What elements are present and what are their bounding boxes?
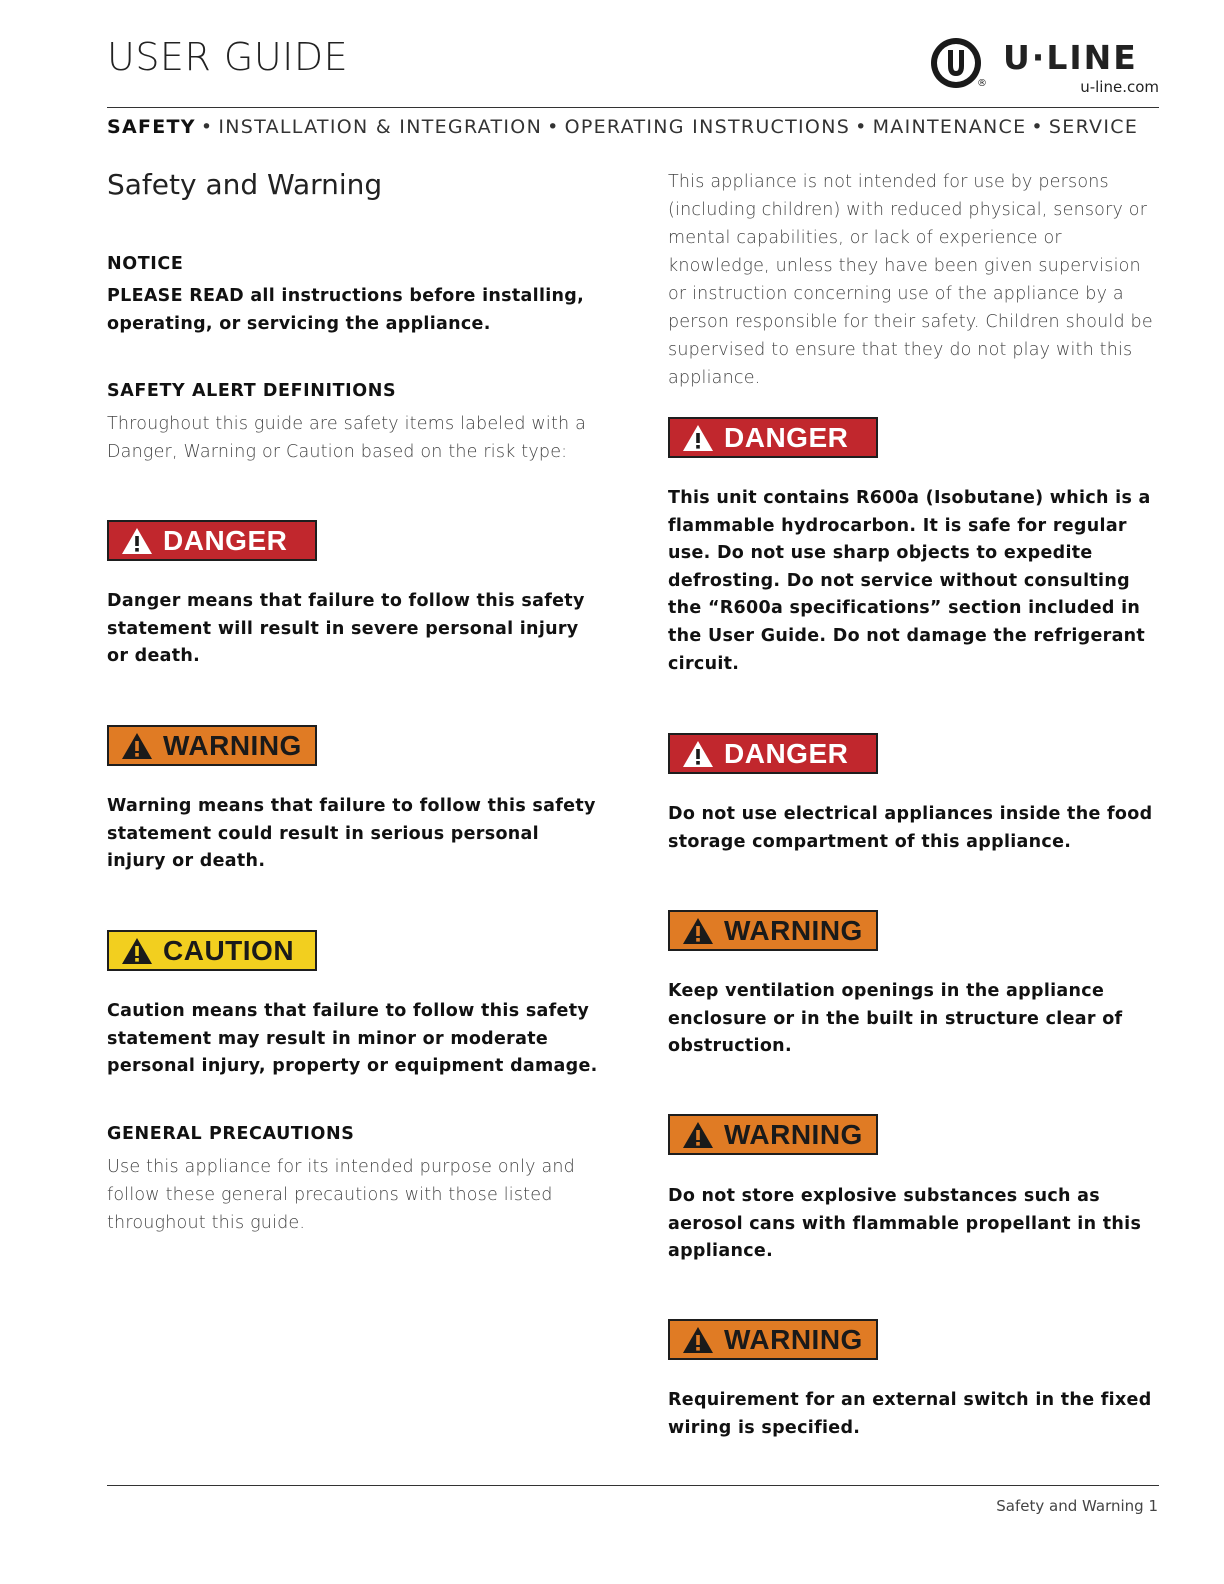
caution-definition: Caution means that failure to follow this safety statement may result in minor or moderate personal injury, property or equipment damage. — [107, 1001, 598, 1077]
warning-definition: Warning means that failure to follow this safety statement could result in serious personal injury or death. — [107, 796, 596, 872]
intro-paragraph: This appliance is not intended for use by persons (including children) with reduced physical, sensory or mental capabilities, or lack of experience or knowledge, unless they have been given supervision or instruction concerning use of the appliance by a person responsible for their safety. Children should be supervised to ensure that they do not play with this appliance. — [668, 172, 1153, 388]
danger-definition: Danger means that failure to follow this safety statement will result in severe personal injury or death. — [107, 591, 585, 667]
warning-label-text: WARNING — [163, 729, 302, 761]
safety-statement: Requirement for an external switch in the fixed wiring is specified. — [668, 1390, 1152, 1438]
warning-label-text: WARNING — [724, 1323, 863, 1355]
safety-statement: This unit contains R600a (Isobutane) which is a flammable hydrocarbon. It is safe for regular use. Do not use sharp objects to expedite defrosting. Do not service without consulting the “R600a specifications” section included in the User Guide. Do not damage the refrigerant circuit. — [668, 488, 1151, 674]
warning-triangle-icon — [121, 732, 153, 760]
notice-text: PLEASE READ all instructions before installing, operating, or servicing the appliance. — [107, 286, 585, 334]
nav-item-safety[interactable]: SAFETY — [107, 116, 196, 138]
danger-label-text: DANGER — [724, 421, 849, 453]
page-footer: Safety and Warning 1 — [996, 1497, 1158, 1515]
u-line-logo-icon — [929, 36, 983, 90]
general-precautions-heading: GENERAL PRECAUTIONS — [107, 1124, 355, 1144]
warning-triangle-icon — [121, 937, 153, 965]
safety-statement: Do not use electrical appliances inside the food storage compartment of this appliance. — [668, 804, 1153, 852]
warning-label — [668, 1319, 878, 1360]
danger-label — [668, 417, 878, 458]
caution-label — [107, 930, 317, 971]
nav-item-operating[interactable]: OPERATING INSTRUCTIONS — [564, 116, 851, 138]
nav-separator: • — [1031, 116, 1044, 138]
warning-triangle-icon — [682, 1121, 714, 1149]
safety-alert-text: Throughout this guide are safety items labeled with a Danger, Warning or Caution based on the risk type: — [107, 414, 586, 462]
nav-item-service[interactable]: SERVICE — [1048, 116, 1139, 138]
danger-label-text: DANGER — [724, 737, 849, 769]
warning-triangle-icon — [682, 424, 714, 452]
nav-separator: • — [855, 116, 868, 138]
page-title: Safety and Warning — [107, 168, 383, 201]
nav-item-installation[interactable]: INSTALLATION & INTEGRATION — [218, 116, 543, 138]
brand-logo[interactable] — [929, 34, 1161, 98]
safety-alert-heading: SAFETY ALERT DEFINITIONS — [107, 381, 397, 401]
warning-triangle-icon — [682, 740, 714, 768]
safety-statement: Keep ventilation openings in the appliance enclosure or in the built in structure clear of obstruction. — [668, 981, 1123, 1057]
general-precautions-text: Use this appliance for its intended purpose only and follow these general precautions with those listed throughout this guide. — [107, 1157, 575, 1233]
warning-label — [107, 725, 317, 766]
warning-label-text: WARNING — [724, 914, 863, 946]
registered-mark: ® — [977, 78, 987, 89]
header-divider — [107, 107, 1159, 108]
warning-triangle-icon — [682, 1326, 714, 1354]
warning-triangle-icon — [121, 527, 153, 555]
warning-triangle-icon — [682, 917, 714, 945]
brand-name: U·LINE — [1003, 38, 1138, 77]
nav-separator: • — [200, 116, 214, 138]
warning-label-text: WARNING — [724, 1118, 863, 1150]
warning-label — [668, 1114, 878, 1155]
nav-separator: • — [547, 116, 560, 138]
footer-divider — [107, 1485, 1159, 1486]
danger-label — [668, 733, 878, 774]
brand-url[interactable]: u-line.com — [1080, 78, 1159, 96]
safety-statement: Do not store explosive substances such as aerosol cans with flammable propellant in this appliance. — [668, 1186, 1142, 1262]
section-nav — [107, 114, 1167, 140]
notice-heading: NOTICE — [107, 254, 184, 274]
document-title: USER GUIDE — [107, 35, 349, 79]
nav-item-maintenance[interactable]: MAINTENANCE — [872, 116, 1027, 138]
danger-label-text: DANGER — [163, 524, 288, 556]
danger-label — [107, 520, 317, 561]
caution-label-text: CAUTION — [163, 934, 295, 966]
warning-label — [668, 910, 878, 951]
